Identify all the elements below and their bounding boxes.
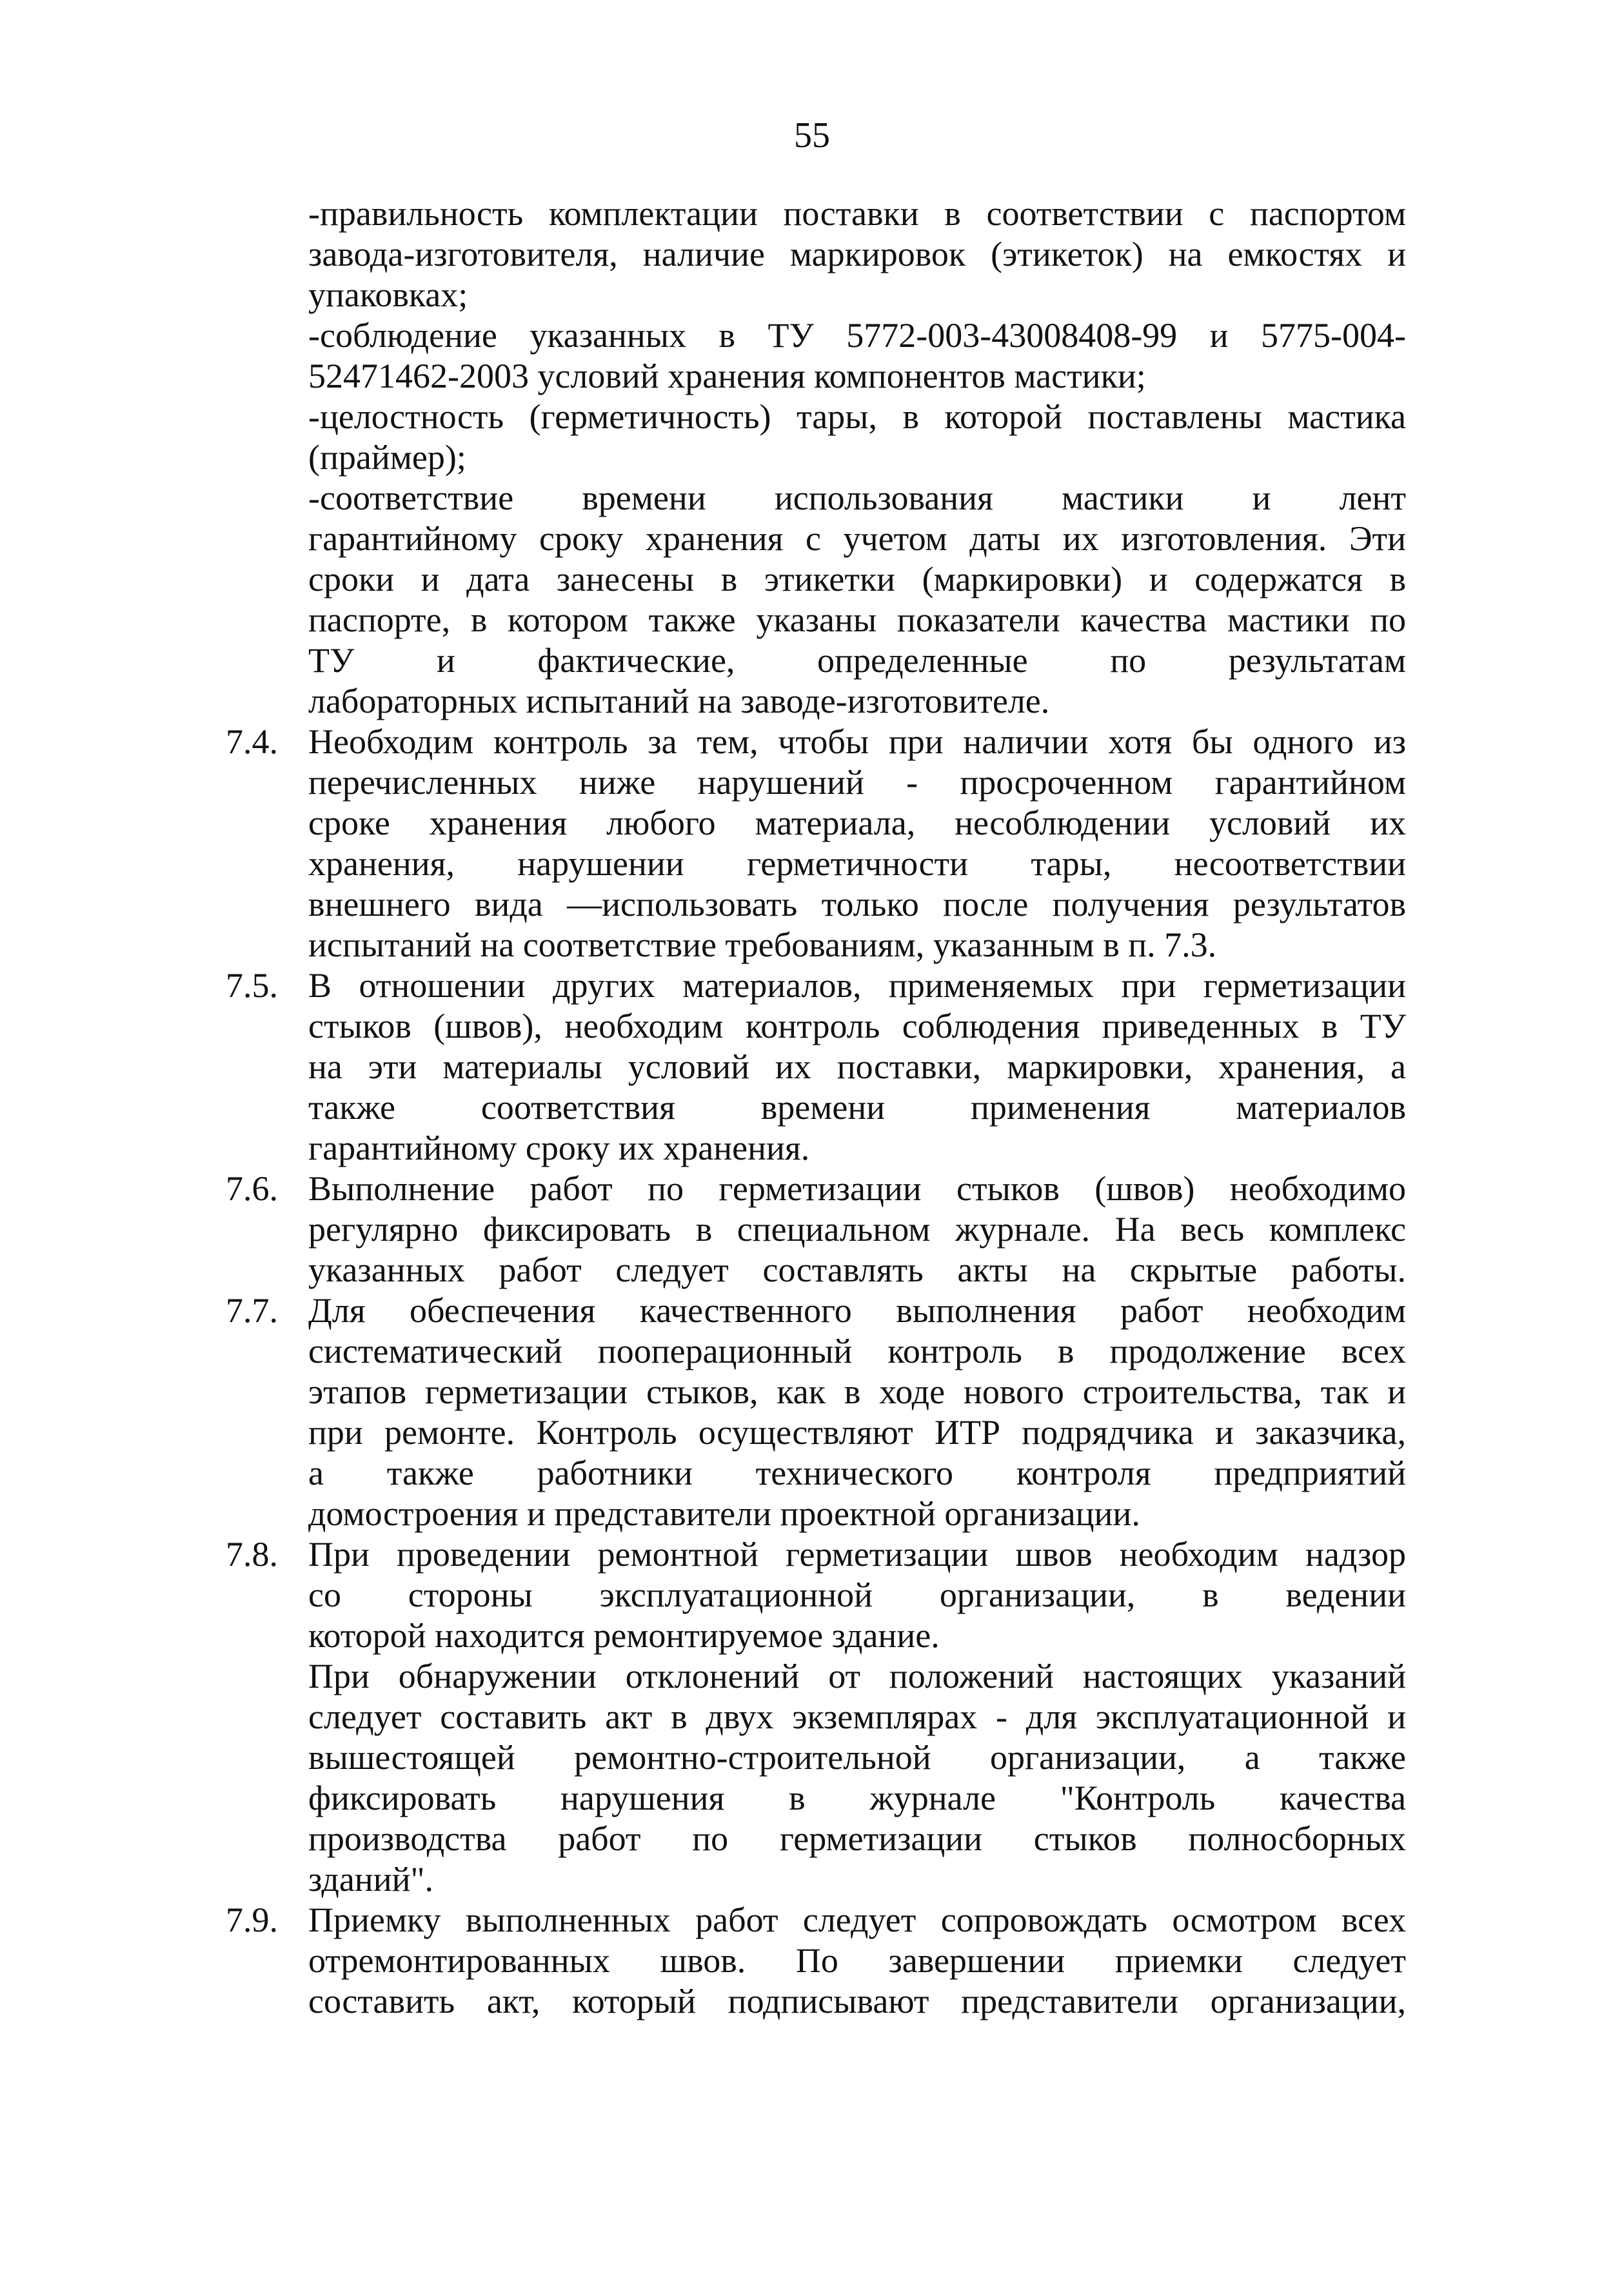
text-line: также соответствия времени применения материалов	[308, 1088, 1406, 1127]
text-line: Приемку выполненных работ следует сопровождать осмотром всех	[308, 1901, 1406, 1939]
text-line: со стороны эксплуатационной организации, в ведении	[308, 1576, 1406, 1614]
paragraph-7-7	[226, 1290, 1406, 1534]
paragraph-7-4	[226, 722, 1406, 965]
text-line: при ремонте. Контроль осуществляют ИТР подрядчика и заказчика,	[308, 1413, 1406, 1452]
text-line: гарантийному сроку хранения с учетом даты их изготовления. Эти	[308, 519, 1406, 558]
text-line: лабораторных испытаний на заводе-изготовителе.	[308, 682, 1050, 720]
text-line: гарантийному сроку их хранения.	[308, 1129, 810, 1167]
text-line: систематический пооперационный контроль в продолжение всех	[308, 1332, 1406, 1370]
text-line: сроке хранения любого материала, несоблюдении условий их	[308, 804, 1406, 842]
page-number: 55	[794, 115, 830, 155]
paragraph-7-9	[226, 1900, 1406, 2022]
paragraph-7-6	[226, 1169, 1406, 1290]
text-line: сроки и дата занесены в этикетки (маркировки) и содержатся в	[308, 560, 1406, 598]
intro-item-4	[308, 478, 1406, 722]
paragraph-number: 7.9.	[226, 1901, 278, 1939]
text-line: регулярно фиксировать в специальном журнале. На весь комплекс	[308, 1210, 1406, 1249]
paragraph-number: 7.7.	[226, 1291, 278, 1330]
paragraph-7-5	[226, 965, 1406, 1169]
text-line: фиксировать нарушения в журнале "Контроль качества	[308, 1779, 1406, 1817]
text-line: которой находится ремонтируемое здание.	[308, 1616, 940, 1655]
text-line: Для обеспечения качественного выполнения работ необходим	[308, 1291, 1406, 1330]
text-line: В отношении других материалов, применяемых при герметизации	[308, 966, 1406, 1005]
text-line: внешнего вида —использовать только после получения результатов	[308, 885, 1406, 924]
text-line: составить акт, который подписывают представители организации,	[308, 1982, 1406, 2020]
text-line: указанных работ следует составлять акты на скрытые работы.	[308, 1250, 1406, 1289]
text-line: следует составить акт в двух экземплярах - для эксплуатационной и	[308, 1697, 1406, 1736]
text-line: -соответствие времени использования мастики и лент	[308, 479, 1406, 517]
text-line: этапов герметизации стыков, как в ходе нового строительства, так и	[308, 1372, 1406, 1411]
paragraph-number: 7.8.	[226, 1535, 278, 1574]
text-line: (праймер);	[308, 438, 466, 477]
text-line: паспорте, в котором также указаны показатели качества мастики по	[308, 600, 1406, 639]
text-line: -правильность комплектации поставки в соответствии с паспортом	[308, 194, 1406, 233]
text-line: При обнаружении отклонений от положений настоящих указаний	[308, 1657, 1406, 1695]
text-line: производства работ по герметизации стыков полносборных	[308, 1819, 1406, 1858]
paragraph-number: 7.5.	[226, 966, 278, 1005]
text-line: на эти материалы условий их поставки, маркировки, хранения, а	[308, 1047, 1406, 1086]
text-line: -соблюдение указанных в ТУ 5772-003-43008408-99 и 5775-004-	[308, 316, 1406, 355]
text-line: 52471462-2003 условий хранения компонентов мастики;	[308, 357, 1146, 395]
text-line: стыков (швов), необходим контроль соблюдения приведенных в ТУ	[308, 1007, 1406, 1045]
paragraph-number: 7.4.	[226, 722, 278, 761]
text-line: перечисленных ниже нарушений - просроченном гарантийном	[308, 763, 1406, 802]
text-line: ТУ и фактические, определенные по результатам	[308, 641, 1406, 680]
text-line: домостроения и представители проектной организации.	[308, 1494, 1140, 1533]
text-line: завода-изготовителя, наличие маркировок (этикеток) на емкостях и	[308, 235, 1406, 273]
text-line: испытаний на соответствие требованиям, указанным в п. 7.3.	[308, 925, 1217, 964]
document-body	[226, 193, 1406, 2022]
text-line: вышестоящей ремонтно-строительной организации, а также	[308, 1738, 1406, 1777]
text-line: При проведении ремонтной герметизации швов необходим надзор	[308, 1535, 1406, 1574]
paragraph-7-8	[226, 1534, 1406, 1900]
intro-item-1	[308, 193, 1406, 315]
text-line: -целостность (герметичность) тары, в которой поставлены мастика	[308, 397, 1406, 436]
paragraph-number: 7.6.	[226, 1169, 278, 1208]
intro-item-3	[308, 397, 1406, 478]
text-line: Выполнение работ по герметизации стыков (швов) необходимо	[308, 1169, 1406, 1208]
text-line: Необходим контроль за тем, чтобы при наличии хотя бы одного из	[308, 722, 1406, 761]
text-line: упаковках;	[308, 275, 468, 314]
text-line: а также работники технического контроля предприятий	[308, 1454, 1406, 1492]
intro-item-2	[308, 315, 1406, 397]
text-line: хранения, нарушении герметичности тары, несоответствии	[308, 844, 1406, 883]
text-line: зданий".	[308, 1860, 434, 1899]
text-line: отремонтированных швов. По завершении приемки следует	[308, 1941, 1406, 1980]
